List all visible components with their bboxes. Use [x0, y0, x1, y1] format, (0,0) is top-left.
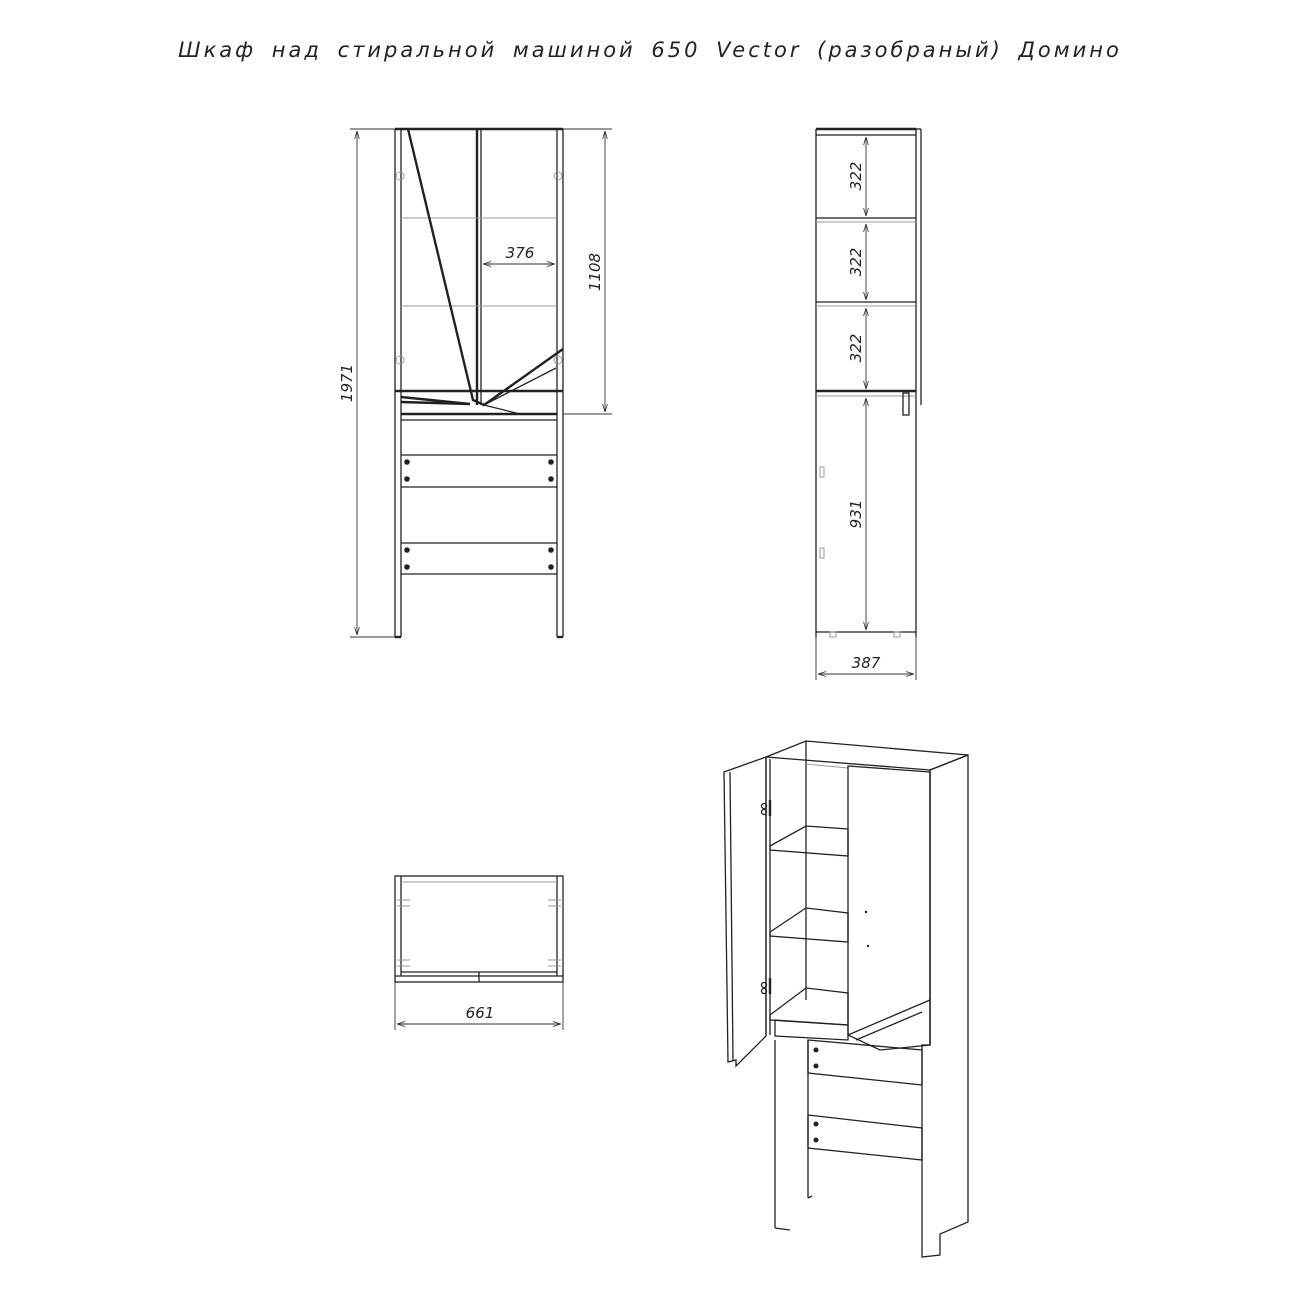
dim-shelf-3: 322 — [847, 333, 865, 363]
dim-lower-height: 931 — [847, 499, 865, 529]
dim-height-upper: 1108 — [586, 252, 604, 292]
drawing-title: Шкаф над стиральной машиной 650 Vector (разобраный) Домино — [178, 38, 1122, 62]
isometric-view — [724, 741, 968, 1257]
dim-shelf-1: 322 — [847, 161, 865, 191]
dim-depth: 387 — [851, 654, 881, 672]
dim-door-width: 376 — [505, 244, 535, 262]
side-view — [816, 129, 921, 680]
dim-width: 661 — [465, 1004, 495, 1022]
front-view — [350, 129, 612, 637]
dim-height-total: 1971 — [338, 363, 356, 403]
dim-shelf-2: 322 — [847, 247, 865, 277]
